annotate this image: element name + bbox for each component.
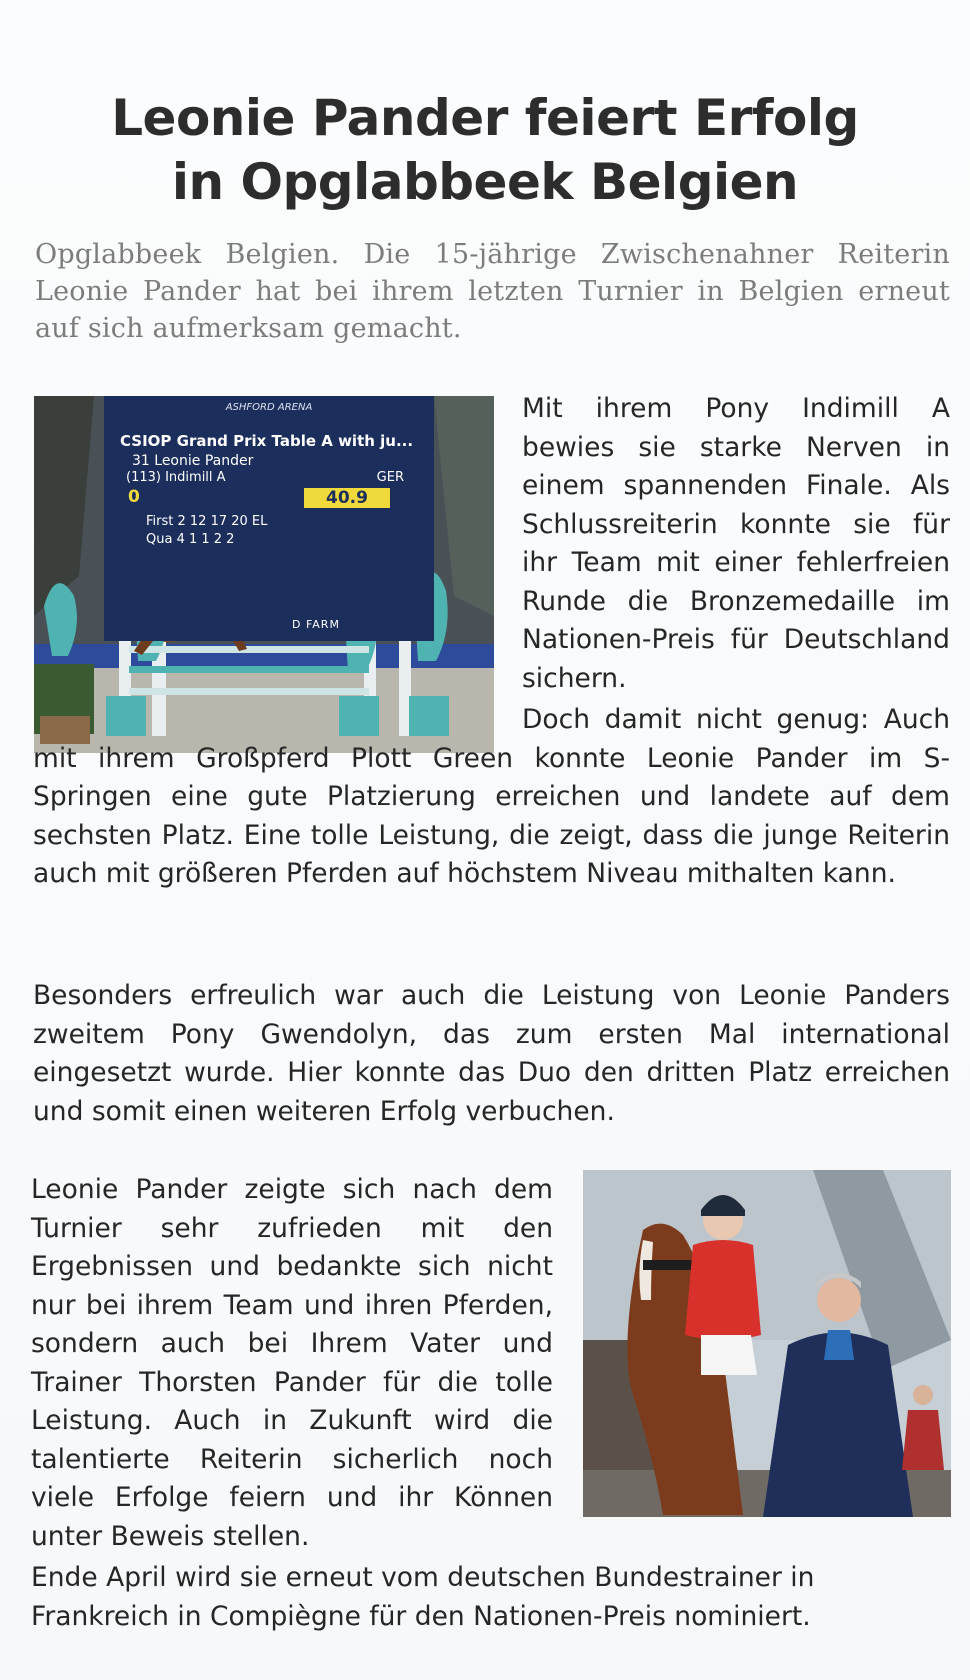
photo-rider-with-trainer-illustration: [583, 1170, 951, 1517]
scoreboard-horse: (113) Indimill A: [126, 470, 226, 485]
headline-line-1: Leonie Pander feiert Erfolg: [111, 89, 859, 147]
paragraph-3: Besonders erfreulich war auch die Leistung von Leonie Panders zweitem Pony Gwendolyn, das zum ersten Mal international eingesetzt wurde. Hier konnte das Duo den dritten Platz erreichen und somit einen weiteren Erfolg verbuchen.: [33, 980, 950, 1127]
scoreboard-row-quali: Qua 4 1 1 2 2: [146, 532, 235, 547]
paragraph-2-text: Doch damit nicht genug: Auch mit ihrem Großpferd Plott Green konnte Leonie Pander im S-Springen eine gute Platzierung erreichen und landete auf dem sechsten Platz. Eine tolle Leistung, die zeigt, dass die junge Reiterin auch mit größeren Pferden auf höchstem Niveau mithalten kann.: [33, 704, 950, 889]
article-headline: [0, 86, 970, 214]
scoreboard-banner: D FARM: [292, 618, 340, 631]
scoreboard-nation: GER: [376, 470, 404, 485]
photo-show-jumping: [34, 396, 494, 753]
paragraph-1: Mit ihrem Pony Indimill A bewies sie starke Nerven in einem spannenden Finale. Als Schlussreiterin konnte sie für ihr Team mit einer fehlerfreien Runde die Bronzemedaille im Nationen-Preis für Deutschland sichern.: [522, 393, 950, 694]
paragraph-5: Ende April wird sie erneut vom deutschen Bundestrainer in Frankreich in Compiègne für den Nationen-Preis nominiert.: [31, 1562, 815, 1632]
scoreboard-row-first: First 2 12 17 20 EL: [146, 514, 268, 529]
scoreboard-rider: 31 Leonie Pander: [132, 453, 254, 469]
headline-line-2: in Opglabbeek Belgien: [171, 153, 799, 211]
paragraph-4: Leonie Pander zeigte sich nach dem Turnier sehr zufrieden mit den Ergebnissen und bedankte sich nicht nur bei ihrem Team und ihren Pferden, sondern auch bei Ihrem Vater und Trainer Thorsten Pander für die tolle Leistung. Auch in Zukunft wird die talentierte Reiterin sicherlich noch viele Erfolge feiern und ihr Können unter Beweis stellen.: [31, 1174, 553, 1552]
photo-rider-with-trainer: [583, 1170, 951, 1517]
paragraph-2: [33, 701, 950, 894]
scoreboard-time: 40.9: [304, 488, 390, 508]
scoreboard-class: CSIOP Grand Prix Table A with ju...: [120, 432, 414, 450]
paragraph-2-indent: [33, 727, 522, 728]
scoreboard-faults: 0: [128, 487, 140, 507]
article-lead: Opglabbeek Belgien. Die 15-jährige Zwischenahner Reiterin Leonie Pander hat bei ihrem letzten Turnier in Belgien erneut auf sich aufmerksam gemacht.: [35, 239, 950, 344]
scoreboard-sponsor: ASHFORD ARENA: [225, 402, 313, 413]
scoreboard: [104, 396, 434, 641]
